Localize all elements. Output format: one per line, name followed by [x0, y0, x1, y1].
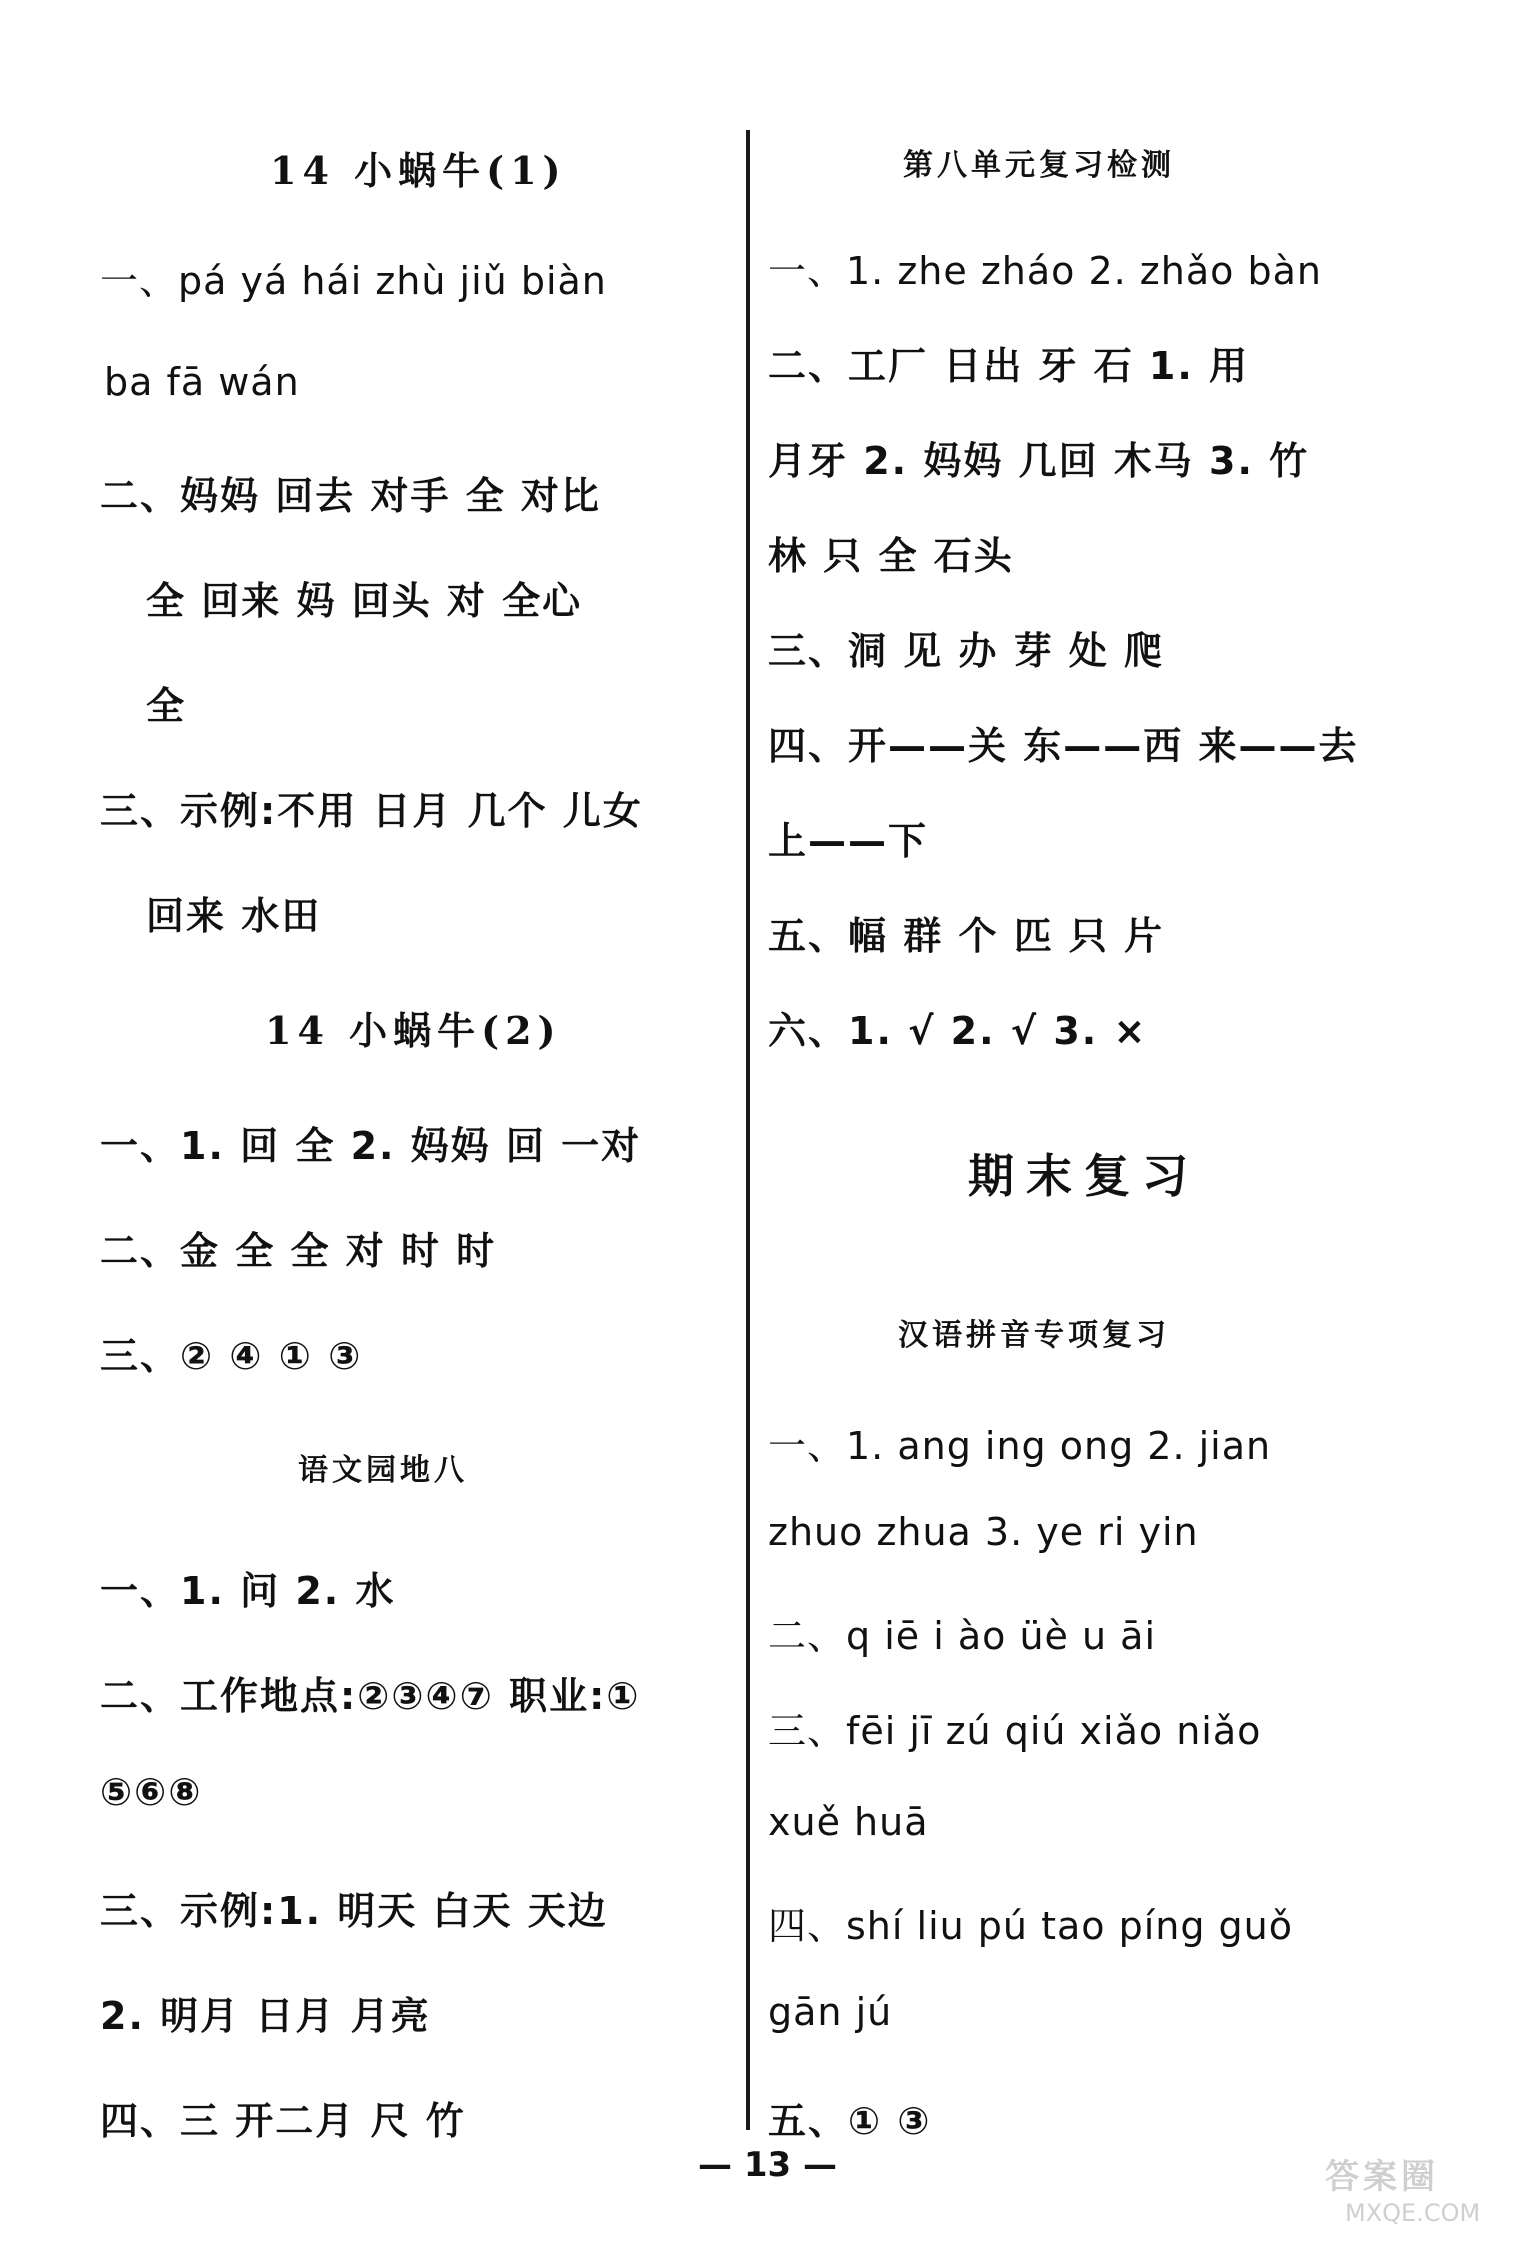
- answer-line: 一、1. ang ing ong 2. jian: [768, 1424, 1272, 1468]
- answer-line: 四、开——关 东——西 来——去: [768, 724, 1359, 768]
- answer-line: 三、示例:不用 日月 几个 儿女: [100, 789, 643, 833]
- answer-line: 三、示例:1. 明天 白天 天边: [100, 1889, 608, 1933]
- answer-line: 二、工厂 日出 牙 石 1. 用: [768, 344, 1250, 388]
- lesson-title-2: 14 小蜗牛(2): [265, 1008, 562, 1053]
- answer-line: 二、妈妈 回去 对手 全 对比: [100, 474, 601, 518]
- answer-line: 五、① ③: [768, 2099, 932, 2143]
- answer-line: ba fā wán: [104, 360, 300, 404]
- answer-line: 二、q iē i ào üè u āi: [768, 1614, 1157, 1658]
- answer-line: 全 回来 妈 回头 对 全心: [146, 579, 583, 623]
- answer-line: 2. 明月 日月 月亮: [100, 1994, 431, 2038]
- answer-line: 全: [146, 684, 187, 728]
- answer-line: 三、fēi jī zú qiú xiǎo niǎo: [768, 1709, 1262, 1753]
- answer-line: 一、1. 问 2. 水: [100, 1569, 396, 1613]
- answer-line: 四、shí liu pú tao píng guǒ: [768, 1904, 1294, 1948]
- answer-line: 一、1. 回 全 2. 妈妈 回 一对: [100, 1124, 642, 1168]
- answer-line: 三、② ④ ① ③: [100, 1334, 363, 1378]
- answer-line: 月牙 2. 妈妈 几回 木马 3. 竹: [768, 439, 1310, 483]
- watermark-url: MXQE.COM: [1345, 2199, 1481, 2227]
- answer-line: zhuo zhua 3. ye ri yin: [768, 1510, 1199, 1554]
- answer-line: 六、1. √ 2. √ 3. ×: [768, 1009, 1148, 1053]
- site-watermark: [1325, 2149, 1505, 2239]
- answer-line: xuě huā: [768, 1800, 929, 1844]
- answer-line: 三、洞 见 办 芽 处 爬: [768, 629, 1165, 673]
- answer-line: 上——下: [768, 819, 929, 863]
- watermark-text: 答案圈: [1325, 2157, 1439, 2197]
- page-number: — 13 —: [698, 2145, 837, 2185]
- answer-line: 林 只 全 石头: [768, 534, 1014, 578]
- answer-line: 一、pá yá hái zhù jiǔ biàn: [100, 259, 607, 303]
- column-divider: [746, 130, 750, 2130]
- final-review-heading: 期末复习: [968, 1149, 1200, 1203]
- answer-line: 二、工作地点:②③④⑦ 职业:①: [100, 1674, 641, 1718]
- unit-review-title: 第八单元复习检测: [903, 148, 1175, 183]
- answer-line: 回来 水田: [146, 894, 322, 938]
- answer-line: 二、金 全 全 对 时 时: [100, 1229, 497, 1273]
- answer-line: gān jú: [768, 1990, 893, 2034]
- answer-line: ⑤⑥⑧: [100, 1770, 203, 1814]
- section-title-yuwen: 语文园地八: [298, 1453, 468, 1488]
- lesson-title-1: 14 小蜗牛(1): [270, 148, 567, 193]
- answer-line: 四、三 开二月 尺 竹: [100, 2099, 466, 2143]
- answer-line: 五、幅 群 个 匹 只 片: [768, 914, 1165, 958]
- answer-line: 一、1. zhe zháo 2. zhǎo bàn: [768, 249, 1322, 293]
- pinyin-review-title: 汉语拼音专项复习: [898, 1318, 1170, 1353]
